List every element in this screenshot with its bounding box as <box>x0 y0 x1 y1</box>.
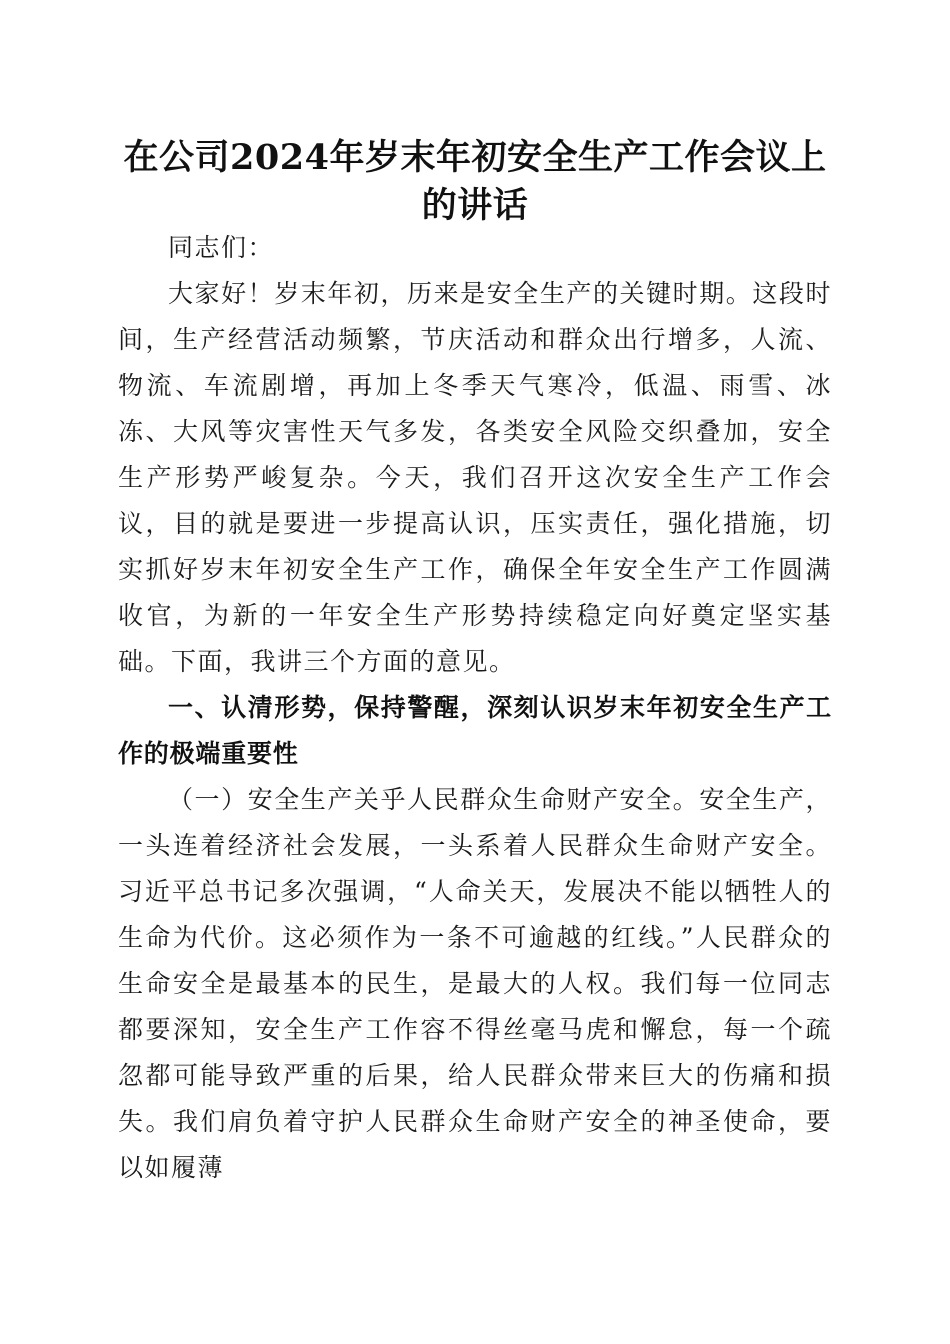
salutation: 同志们： <box>168 233 275 262</box>
section-heading: 一、认清形势，保持警醒，深刻认识岁末年初安全生产工作的极端重要性 <box>118 693 832 768</box>
subsection-paragraph: （一）安全生产关乎人民群众生命财产安全。安全生产，一头连着经济社会发展，一头系着人民群众生命财产安全。习近平总书记多次强调，“人命关天，发展决不能以牺牲人的生命为代价。这必须作为一条不可逾越的红线。”人民群众的生命安全是最基本的民生，是最大的人权。我们每一位同志都要深知，安全生产工作容不得丝毫马虎和懈怠，每一个疏忽都可能导致严重的后果，给人民群众带来巨大的伤痛和损失。我们肩负着守护人民群众生命财产安全的神圣使命，要以如履薄 <box>118 785 832 1182</box>
document-title: 在公司2024年岁末年初安全生产工作会议上的讲话 <box>123 137 827 226</box>
intro-paragraph: 大家好！岁末年初，历来是安全生产的关键时期。这段时间，生产经营活动频繁，节庆活动和群众出行增多，人流、物流、车流剧增，再加上冬季天气寒冷，低温、雨雪、冰冻、大风等灾害性天气多发，各类安全风险交织叠加，安全生产形势严峻复杂。今天，我们召开这次安全生产工作会议，目的就是要进一步提高认识，压实责任，强化措施，切实抓好岁末年初安全生产工作，确保全年安全生产工作圆满收官，为新的一年安全生产形势持续稳定向好奠定坚实基础。下面，我讲三个方面的意见。 <box>118 279 832 676</box>
document-body <box>118 225 832 1191</box>
